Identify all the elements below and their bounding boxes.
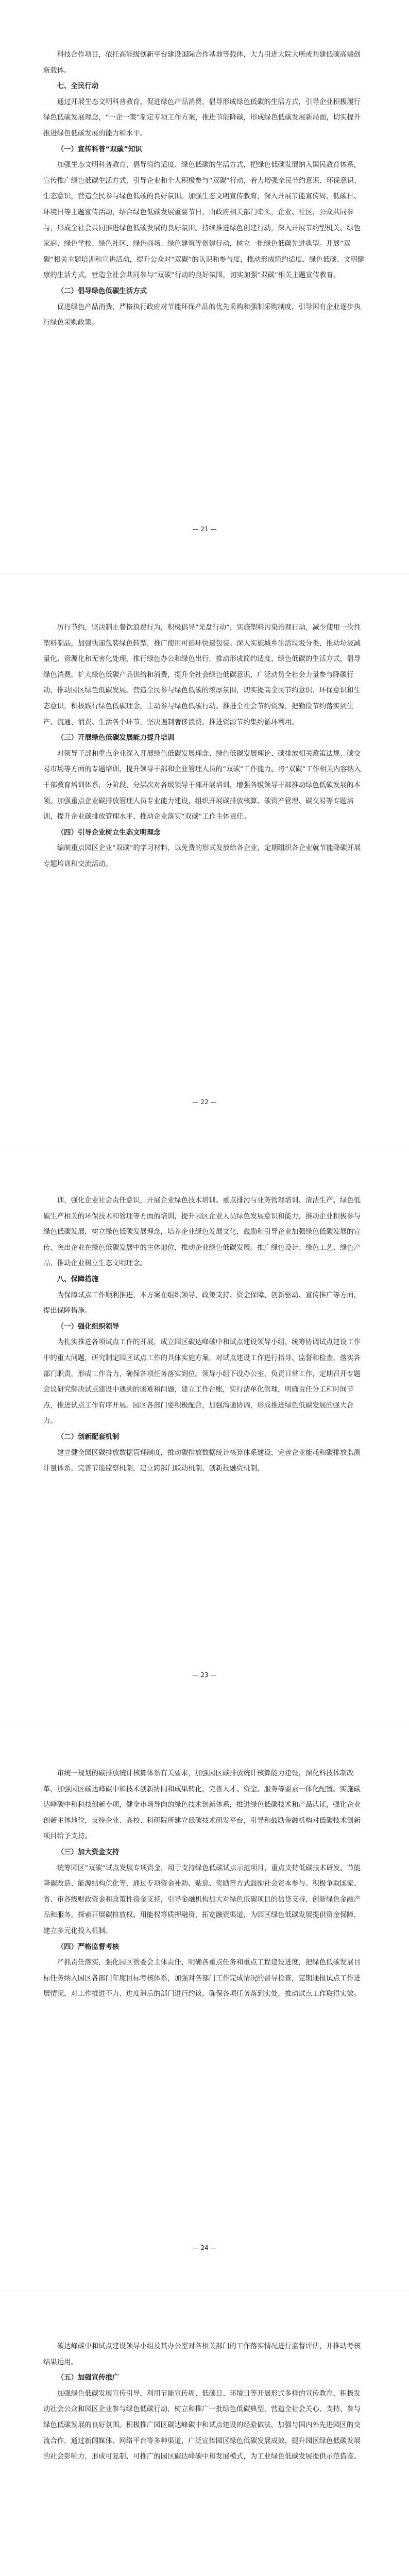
page-body <box>43 2339 366 2465</box>
paragraph: 对领导干部和重点企业深入开展绿色低碳发展理念、绿色低碳发展理论、碳排放相关政策法规、碳交易市场等方面的专题培训，提升领导干部和企业管理人员的“双碳”工作能力。将“双碳”工作相关内容纳入干部教育培训体系，分阶段、分层次对各级领导干部开展培训，增强各级领导干部推动绿色低碳发展的本领。加强重点企业碳排放管理人员专业能力建设，组织开展碳排放核算、碳资产管理、碳交易等专题培训，提升企业碳排放管理水平，推动企业落实“双碳”工作主体责任。 <box>43 750 361 821</box>
paragraph: 通过开展生态文明科普教育，促进绿色产品消费，倡导形成绿色低碳的生活方式，引导企业积极履行绿色低碳发展理念，“一企一策”制定专项工作方案，推进节能降碳，形成绿色低碳发展新局面，切实提升推进绿色低碳发展的能力和水平。 <box>43 98 361 138</box>
page-number: — 24 — <box>192 2244 217 2251</box>
paragraph: 为保障试点工作顺利推进，本方案在组织领导、政策支持、资金保障、创新驱动、宣传推广等方面，提出保障措施。 <box>43 1291 361 1315</box>
paragraph: 编制重点园区企业“双碳”的学习材料，以免费的形式发放给各企业，定期组织各企业就节能降碳开展专题培训和交流活动。 <box>43 844 361 868</box>
document-page <box>0 573 409 1146</box>
paragraph: 科技合作项目，依托高能级创新平台建设国际合作基地等载体，大力引进大院大所或共建低碳高端创新载体。 <box>43 51 361 75</box>
page-body <box>43 1193 366 1477</box>
paragraph: 加强生态文明科普教育，倡导简约适度、绿色低碳的生活方式，把绿色低碳发展纳入国民教育体系，宣传推广绿色低碳生活方式，引导企业和个人积极参与“双碳”行动，着力增强全民节约意识、环保意识、生态意识，营造全民参与绿色低碳的良好氛围。加强生态文明宣传教育，深入开展节能宣传周、低碳日、环境日等主题宣传活动，结合绿色低碳发展重要节日，由政府相关部门牵头，企业、社区、公众共同参与，形成全社会共同推进绿色低碳发展的良好氛围。持续推进绿色创建行动，深入开展节约型机关、绿色家庭、绿色学校、绿色社区、绿色商场、绿色建筑等创建行动，树立一批绿色低碳先进典型。开展“双碳”相关主题培训和宣讲活动，提升公众对“双碳”的认识和参与度，推动形成简约适度、绿色低碳、文明健康的生活方式，营造全社会共同参与“双碳”行动的良好氛围，切实加强“双碳”相关主题宣传教育。 <box>43 161 365 280</box>
document-page <box>0 1146 409 1719</box>
paragraph: 市统一规划的碳排放统计核算体系有关要求，加强园区碳排放统计核算能力建设，深化科技体制改革，加强园区碳达峰碳中和技术创新协同和成果转化，完善人才、资金、服务等要素一体化配置。实施碳达峰碳中和科技创新专项，健全市场导向的绿色技术创新体系，推进绿色低碳技术和产品认证，强化企业创新主体地位，支持企业、高校、科研院所建立低碳技术研发平台，引导和鼓励金融机构对低碳技术创新项目给予支持。 <box>43 1770 361 1841</box>
subsection-heading: （一）强化组织领导 <box>57 1323 120 1331</box>
paragraph: 为扎实推进各项试点工作的开展，成立园区碳达峰碳中和试点建设领导小组，统筹协调试点建设工作中的重大问题，研究制定园区试点工作的具体实施方案，对试点建设工作进行指导、监督和检查，落实各部门职责，形成工作合力，确保各项任务落实到位。领导小组下设办公室，负责日常工作，定期召开专题会议研究解决试点建设中遇到的困难和问题，建立工作台账，实行清单化管理，明确责任分工和时间节点，推进试点工作有序开展。园区各部门要积极配合，加强沟通协调，形成推进绿色低碳发展的强大合力。 <box>43 1338 361 1426</box>
document-page <box>0 0 409 573</box>
section-heading: 八、保障措施 <box>57 1275 99 1283</box>
page-number: — 21 — <box>192 526 217 533</box>
paragraph: 促进绿色产品消费，严格执行政府对节能环保产品的优先采购和强制采购制度，引导国有企业逐步执行绿色采购政策。 <box>43 303 361 327</box>
paragraph: 严抓责任落实，强化园区管委会主体责任，明确各重点任务和重点工程建设进度，把绿色低碳发展目标任务纳入园区各部门年度目标考核体系，加强对各部门工作完成情况的督导检查，定期通报试点工作进展情况，对工作推进不力、进度滞后的部门进行约谈，确保各项任务落到实处，推动试点工作取得实效。 <box>43 1959 361 1998</box>
paragraph: 统筹园区“双碳”试点发展专项资金，用于支持绿色低碳试点示范项目，重点支持低碳技术研发、节能降碳改造、能源结构优化等，通过专项资金补助、贴息、奖励等方式鼓励社会资本参与。积极争取国家、省、市各级财政资金和政策性资金支持，引导金融机构加大对绿色低碳项目的信贷支持，创新绿色金融产品和服务，探索开展碳排放权、用能权等质押融资，拓宽融资渠道，为园区绿色低碳发展提供资金保障，建立多元化投入机制。 <box>43 1864 361 1935</box>
paragraph: 建立健全园区碳排放数据管理制度，推动碳排放数据统计核算体系建设，完善企业能耗和碳排放监测计量体系，完善节能监察机制，建立跨部门联动机制，创新投融资机制， <box>43 1449 361 1473</box>
subsection-heading: （一）宣传科普“双碳”知识 <box>57 145 142 154</box>
document-page <box>0 2292 409 2576</box>
section-heading: 七、全民行动 <box>57 82 99 91</box>
document-page <box>0 1719 409 2292</box>
subsection-heading: （四）引导企业树立生态文明理念 <box>57 828 161 837</box>
page-number: — 23 — <box>192 1671 217 1679</box>
subsection-heading: （五）加强宣传推广 <box>57 2374 120 2382</box>
subsection-heading: （二）倡导绿色低碳生活方式 <box>57 287 147 295</box>
subsection-heading: （四）严格监督考核 <box>57 1943 120 1951</box>
subsection-heading: （三）加大资金支持 <box>57 1848 120 1856</box>
paragraph: 训，强化企业社会责任意识，开展企业绿色技术培训、重点排污与业务管理培训、清洁生产、绿色低碳生产相关的环保技术和管理等方面的培训，提升园区企业人员绿色发展意识和能力，推动企业积极参与绿色低碳发展，树立绿色低碳发展理念，培养企业绿色发展文化，鼓励和引导企业加强绿色低碳发展的宣传，突出企业在绿色低碳发展中的主体地位，推动企业绿色低碳发展。推广绿色设计、绿色工艺、绿色产品，推动企业树立生态文明理念。 <box>43 1197 361 1268</box>
paragraph: 加强绿色低碳发展宣传引导，利用节能宣传周、低碳日、环境日等开展形式多样的宣传教育，积极发动社会公众和园区企业参与绿色低碳行动，树立和推广一批绿色低碳典型，营造全社会关心、支持、参与绿色低碳发展的良好氛围。积极推广园区碳达峰碳中和试点建设的经验做法，加强与国内外先进园区的交流合作，通过新闻媒体、网络平台等多种渠道，广泛宣传园区绿色低碳发展成效，提升园区绿色低碳发展的社会影响力，形成可复制、可推广的园区碳达峰碳中和发展模式，为工业绿色低碳发展提供示范借鉴。 <box>43 2389 361 2461</box>
page-body <box>43 1766 366 2003</box>
page-body <box>43 620 366 873</box>
paragraph: 厉行节约，坚决制止餐饮浪费行为，积极倡导“光盘行动”，实施塑料污染治理行动，减少使用一次性塑料制品，加强快递包装绿色转型，推广使用可循环快递包装。深入实施城乡生活垃圾分类，推动垃圾减量化、资源化和无害化处理，推行绿色办公和绿色出行，推动形成简约适度、绿色低碳的生活方式，倡导绿色消费，扩大绿色低碳产品供给和消费，提升全社会绿色低碳意识，广泛动员全社会力量参与降碳行动，推动园区绿色低碳发展。营造全民参与绿色低碳的浓厚氛围，切实提高全民节约意识、环保意识和生态意识，积极践行绿色低碳理念，主动参与绿色低碳行动。推进全社会节约资源，把勤俭节约落实到生产、流通、消费、生活各个环节，坚决遏制奢侈浪费，推进资源节约集约循环利用。 <box>43 624 361 726</box>
page-body <box>43 47 366 331</box>
paragraph: 碳达峰碳中和试点建设领导小组及其办公室对各相关部门的工作落实情况进行监督评估，并推动考核结果运用。 <box>43 2343 361 2366</box>
page-number: — 22 — <box>192 1098 217 1106</box>
subsection-heading: （二）创新配套机制 <box>57 1433 120 1441</box>
subsection-heading: （三）开展绿色低碳发展能力提升培训 <box>57 734 175 742</box>
